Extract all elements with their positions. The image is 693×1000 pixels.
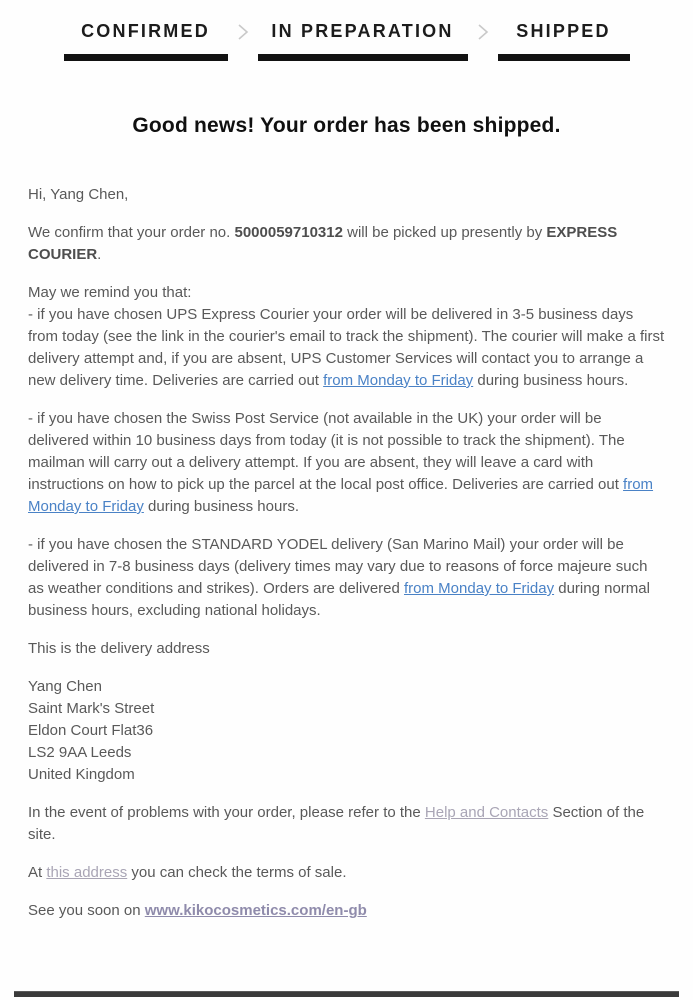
ups-delivery-text (28, 304, 665, 392)
stepper-step-confirmed (64, 19, 228, 61)
address-line-flat: Eldon Court Flat36 (28, 722, 154, 739)
yodel-text: - if you have chosen the STANDARD YODEL delivery (San Marino Mail) your order will be delivered in 7-8 business days (delivery times may vary due to reasons of force majeure such as weather conditions and strikes). Orders are delivered (28, 536, 648, 597)
address-line-city: LS2 9AA Leeds (28, 744, 132, 761)
terms-of-sale-text (28, 862, 665, 884)
ups-text: - if you have chosen UPS Express Courier your order will be delivered in 3-5 business days from today (see the link in the courier's email to track the shipment). The courier will make a first delivery attempt and, if you are absent, UPS Customer Services will contact you to arrange a new delivery time. Deliveries are carried out (28, 306, 665, 389)
courier-name: EXPRESS COURIER (28, 224, 618, 263)
greeting-text: Hi, Yang Chen, (28, 186, 129, 203)
ups-after-text: during business hours. (473, 372, 629, 389)
stepper-step-in-preparation (258, 19, 468, 61)
yodel-after-text: during normal business hours, excluding national holidays. (28, 580, 650, 619)
stepper-step-label: SHIPPED (516, 21, 611, 41)
step-progress-bar (258, 54, 468, 61)
problems-help-text (28, 802, 665, 846)
stepper-step-shipped (498, 19, 630, 61)
stepper-step-label: IN PREPARATION (271, 21, 454, 41)
order-status-stepper (0, 0, 693, 61)
confirm-end-text: . (97, 246, 102, 263)
stepper-step-label: CONFIRMED (81, 21, 210, 41)
step-progress-bar (498, 54, 630, 61)
chevron-right-icon (228, 20, 258, 44)
address-line-name: Yang Chen (28, 678, 102, 695)
swiss-text: - if you have chosen the Swiss Post Service (not available in the UK) your order will be delivered within 10 business days from today (it is not possible to track the shipment). The mailman will carry out a delivery attempt. If you are absent, they will leave a card with instructions on how to pick up the parcel at the local post office. Deliveries are carried out (28, 410, 625, 493)
site-link[interactable]: www.kikocosmetics.com/en-gb (144, 902, 367, 919)
terms-link[interactable]: this address (46, 864, 128, 881)
reminder-intro-text: May we remind you that: (28, 284, 192, 301)
swiss-after-text: during business hours. (143, 498, 299, 515)
yodel-delivery-text (28, 534, 665, 622)
closing-pre-text: See you soon on (28, 902, 145, 919)
terms-pre-text: At (28, 864, 47, 881)
address-line-street: Saint Mark's Street (28, 700, 155, 717)
step-progress-bar (64, 54, 228, 61)
order-number: 5000059710312 (234, 224, 343, 241)
swiss-post-delivery-text (28, 408, 665, 518)
delivery-address-intro: This is the delivery address (28, 640, 210, 657)
confirm-pre-text: We confirm that your order no. (28, 224, 235, 241)
problems-pre-text: In the event of problems with your order, please refer to the (28, 804, 425, 821)
chevron-right-icon (468, 20, 498, 44)
swiss-monday-friday-link[interactable]: from Monday to Friday (28, 476, 654, 515)
closing-text (28, 900, 665, 922)
ups-monday-friday-link[interactable]: from Monday to Friday (323, 372, 474, 389)
problems-post-text: Section of the site. (28, 804, 645, 843)
confirm-mid-text: will be picked up presently by (342, 224, 547, 241)
order-confirmation-text (28, 222, 665, 266)
help-contacts-link[interactable]: Help and Contacts (424, 804, 549, 821)
page-title: Good news! Your order has been shipped. (132, 114, 561, 137)
delivery-address-block (28, 676, 665, 786)
yodel-monday-friday-link[interactable]: from Monday to Friday (404, 580, 555, 597)
footer-top-bar (14, 991, 679, 997)
address-line-country: United Kingdom (28, 766, 135, 783)
terms-post-text: you can check the terms of sale. (127, 864, 347, 881)
email-content (0, 140, 693, 922)
